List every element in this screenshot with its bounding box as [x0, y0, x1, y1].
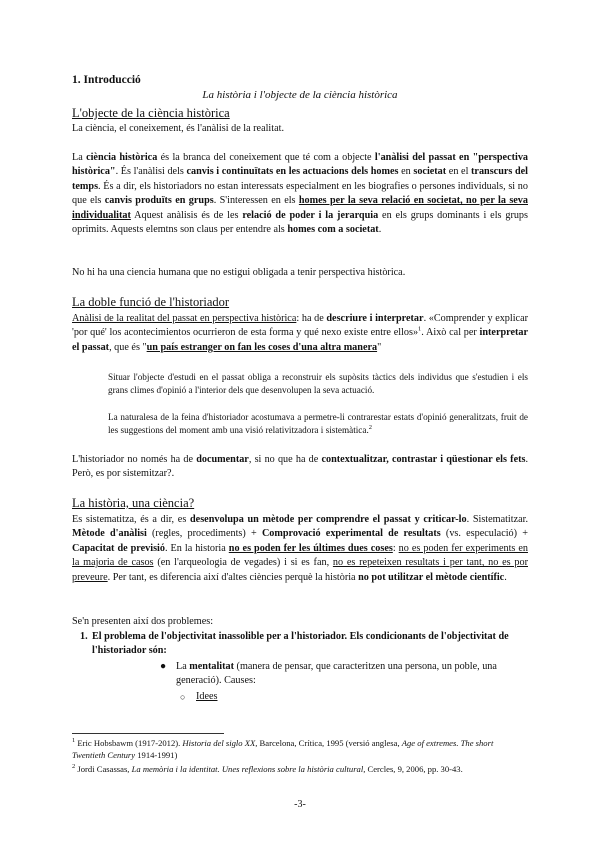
- section-title-science: La història, una ciència?: [72, 496, 195, 510]
- footnote-1: $^1$ Eric Hobsbawm (1917-2012). Historia del siglo XX, Barcelona, Crítica, 1995 (versió anglesa, Age of extremes. The short Twentieth Century 1914-1991): [72, 737, 494, 760]
- list-item-mentality: ● La mentalitat (manera de pensar, que caracteritzen una persona, un poble, una generació). Causes:: [160, 661, 497, 687]
- paragraph-historian-role: L'historiador no només ha de documentar, si no que ha de contextualitzar, contrastar i qüestionar els fets. Però, es por sistemitzar?.: [72, 454, 528, 480]
- section-intro: La ciència, el coneixement, és l'anàlisi de la realitat.: [72, 123, 284, 134]
- paragraph-scientific-method: Es sistematitza, és a dir, es desenvolupa un mètode per comprendre el passat y criticar-lo. Sistematitzar. Mètode d'anàlisi (regles, procediments) + Comprovació experimental de resultats (vs. especulació) + Capacitat de previsió. En la historia no es poden fer les últimes dues coses: no es poden fer experiments en la majoria de casos (en l'arqueologia de vegades) i si es fan, no es repeteixen resultats i per tant, no es por preveure. Per tant, es diferencia així d'altes ciències perquè la història no pot utilitzar el mètode científic.: [72, 514, 529, 583]
- footnote-separator: [72, 733, 224, 734]
- list-intro: Se'n presenten així dos problemes:: [72, 616, 214, 627]
- footnote-2: $^2$ Jordi Casassas, La memòria i la identitat. Unes reflexions sobre la història cultural, Cercles, 9, 2006, pp. 30-43.: [72, 763, 463, 774]
- list-subitem-ideas: ○ Idees: [196, 690, 516, 704]
- chapter-heading: 1. Introducció: [72, 74, 141, 86]
- paragraph-describe-interpret: Anàlisi de la realitat del passat en perspectiva històrica: ha de descriure i interpretar. «Comprender y explicar 'por qué' los acontecimientos ocurrieron de esta forma y qué nexo existe entre ellos»$^1$. Això cal per interpretar el passat, que és "un país estranger on fan les coses d'una altra manera": [72, 313, 528, 353]
- section-title-double-function: La doble funció de l'historiador: [72, 295, 230, 309]
- bullet-icon: ●: [160, 661, 167, 672]
- list-number: 1.: [80, 631, 88, 642]
- quote-block-1: Situar l'objecte d'estudi en el passat obliga a reconstruir els supòsits tàctics dels individus que s'estudien i els grans climes d'opinió a l'interior dels que desenvolupen la seva actuació.: [108, 372, 528, 395]
- footnote-ref-2: 2: [368, 423, 373, 431]
- paragraph-perspective-note: No hi ha una ciencia humana que no estigui obligada a tenir perspectiva històrica.: [72, 267, 406, 278]
- paragraph-historical-science: La ciència històrica és la branca del coneixement que té com a objecte l'anàlisi del passat en "perspectiva històrica". És l'anàlisi dels canvis i continuïtats en les actuacions dels homes en societat en el transcurs del temps. És a dir, els historiadors no estan interessats especialment en les biografies o persones individuals, si no que els canvis produïts en grups. S'interessen en els homes per la seva relació en societat, no per la seva individualitat Aquest anàlisis és de les relació de poder i la jerarquia en els grups dominants i els grups oprimits. Aquests elemtns son claus per entendre als homes com a societat.: [72, 152, 529, 236]
- circle-bullet-icon: ○: [180, 692, 186, 702]
- chapter-subtitle: La història i l'objecte de la ciència històrica: [202, 89, 398, 101]
- section-title-object: L'objecte de la ciència històrica: [72, 106, 230, 120]
- page-number: -3-: [294, 799, 306, 810]
- list-item-objectivity: 1. El problema de l'objectivitat inassolible per a l'historiador. Els condicionants de l'objectivitat de l'historiador són:: [80, 631, 509, 657]
- footnote-ref-1: 1: [418, 326, 422, 334]
- quote-block-2: La naturalesa de la feina d'historiador acostumava a permetre-li contrarestar estats d'opinió generalitzats, fruit de les suggestions del moment amb una visió relativitzadora i sistemàtica.$^2$: [108, 412, 528, 435]
